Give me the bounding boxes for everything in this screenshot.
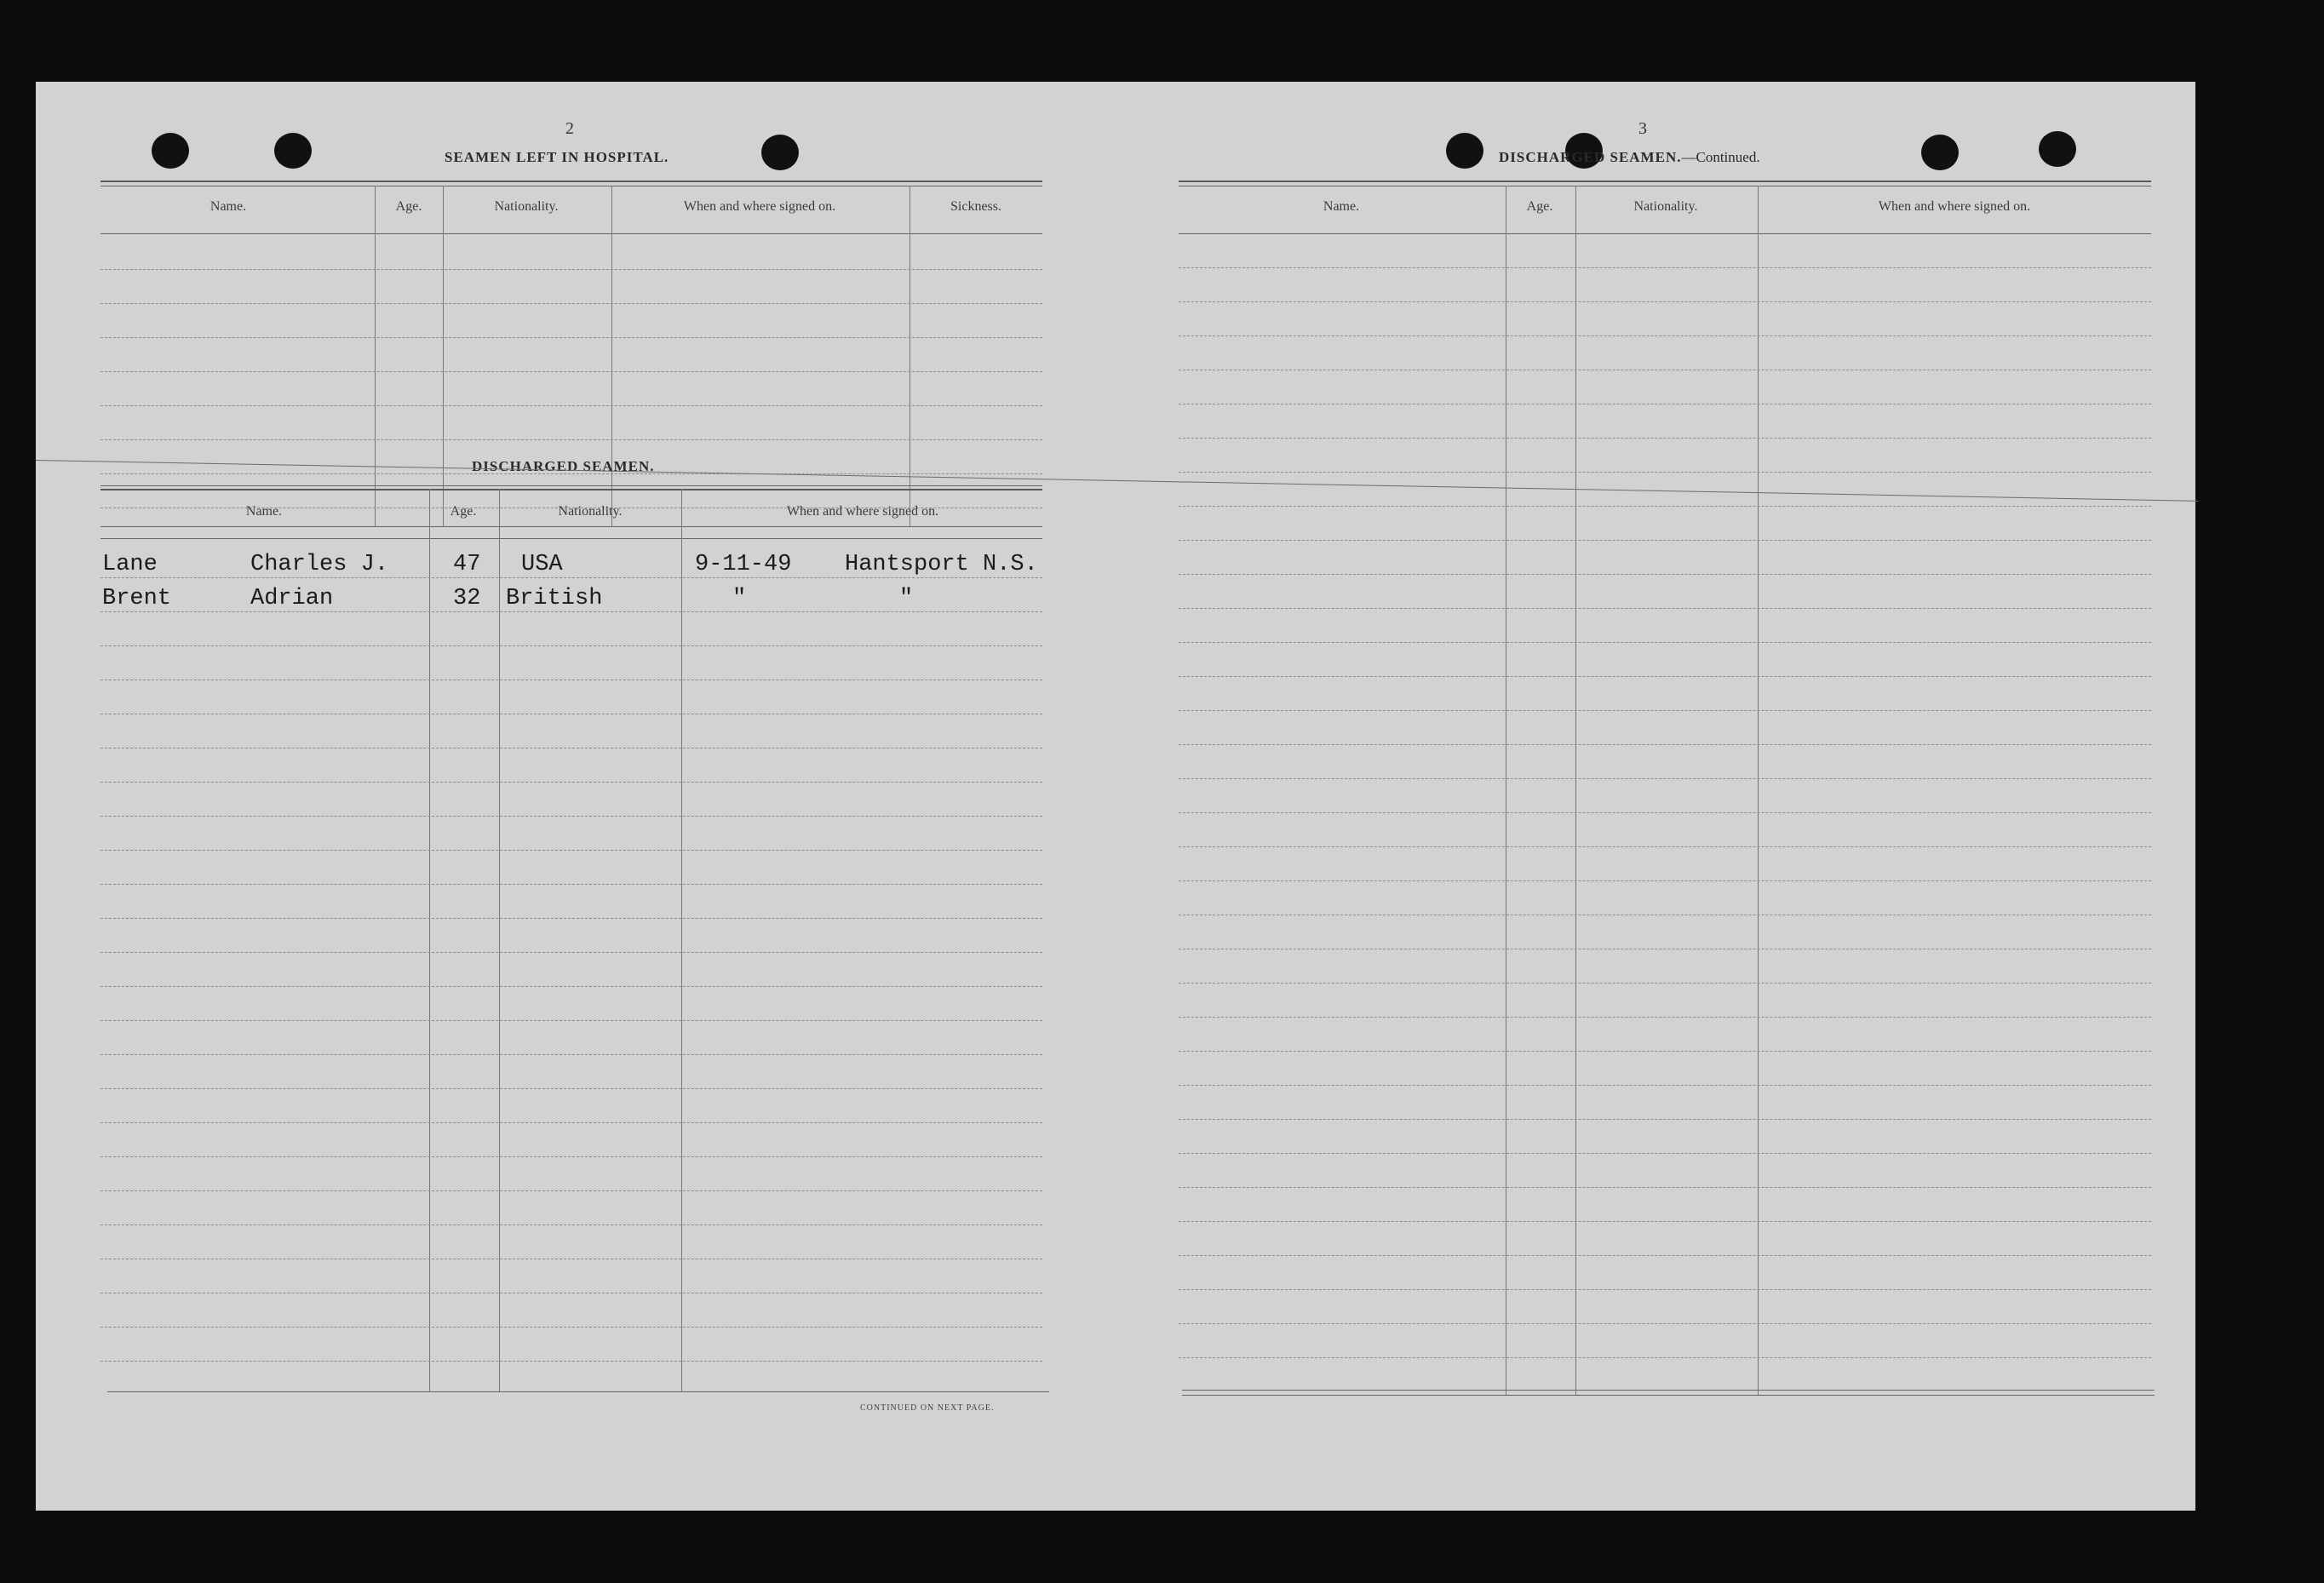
column-header: When and where signed on. (683, 199, 836, 214)
punch-hole (1921, 135, 1959, 170)
column-header: Name. (245, 504, 283, 519)
page-number: 3 (1638, 119, 1647, 138)
surname-cell: Lane (102, 552, 158, 577)
page-title-suffix: —Continued. (1681, 149, 1760, 165)
signed-on-place-cell: " (899, 586, 914, 611)
column-header: Name. (209, 199, 247, 214)
signed-on-place-cell: Hantsport N.S. (845, 552, 1038, 577)
column-header: Age. (395, 199, 422, 214)
surname-cell: Brent (102, 586, 172, 611)
punch-hole (152, 133, 189, 169)
ledger-sheet (36, 82, 2195, 1511)
signed-on-date-cell: 9-11-49 (695, 552, 792, 577)
punch-hole (1446, 133, 1483, 169)
column-header: Name. (1323, 199, 1360, 214)
page-title (1499, 149, 1760, 166)
signed-on-date-cell: " (732, 586, 747, 611)
nationality-cell: USA (521, 552, 563, 577)
given-name-cell: Charles J. (250, 552, 389, 577)
punch-hole (761, 135, 799, 170)
age-cell: 32 (453, 586, 481, 611)
paper-crease (36, 460, 2199, 502)
age-cell: 47 (453, 552, 481, 577)
page-title-text: DISCHARGED SEAMEN. (1499, 149, 1682, 165)
continued-note: CONTINUED ON NEXT PAGE. (860, 1403, 995, 1413)
punch-hole (2039, 131, 2076, 167)
column-header: Sickness. (950, 199, 1001, 214)
column-header: When and where signed on. (786, 504, 939, 519)
nationality-cell: British (506, 586, 603, 611)
punch-hole (274, 133, 312, 169)
column-header: Nationality. (494, 199, 559, 214)
page-number: 2 (565, 119, 574, 138)
hospital-section-title: SEAMEN LEFT IN HOSPITAL. (445, 149, 669, 165)
column-header: Nationality. (558, 504, 623, 519)
discharged-section-title: DISCHARGED SEAMEN. (472, 458, 655, 474)
column-header: Age. (1526, 199, 1553, 214)
given-name-cell: Adrian (250, 586, 334, 611)
column-header: Age. (450, 504, 477, 519)
column-header: Nationality. (1633, 199, 1698, 214)
column-header: When and where signed on. (1878, 199, 2031, 214)
